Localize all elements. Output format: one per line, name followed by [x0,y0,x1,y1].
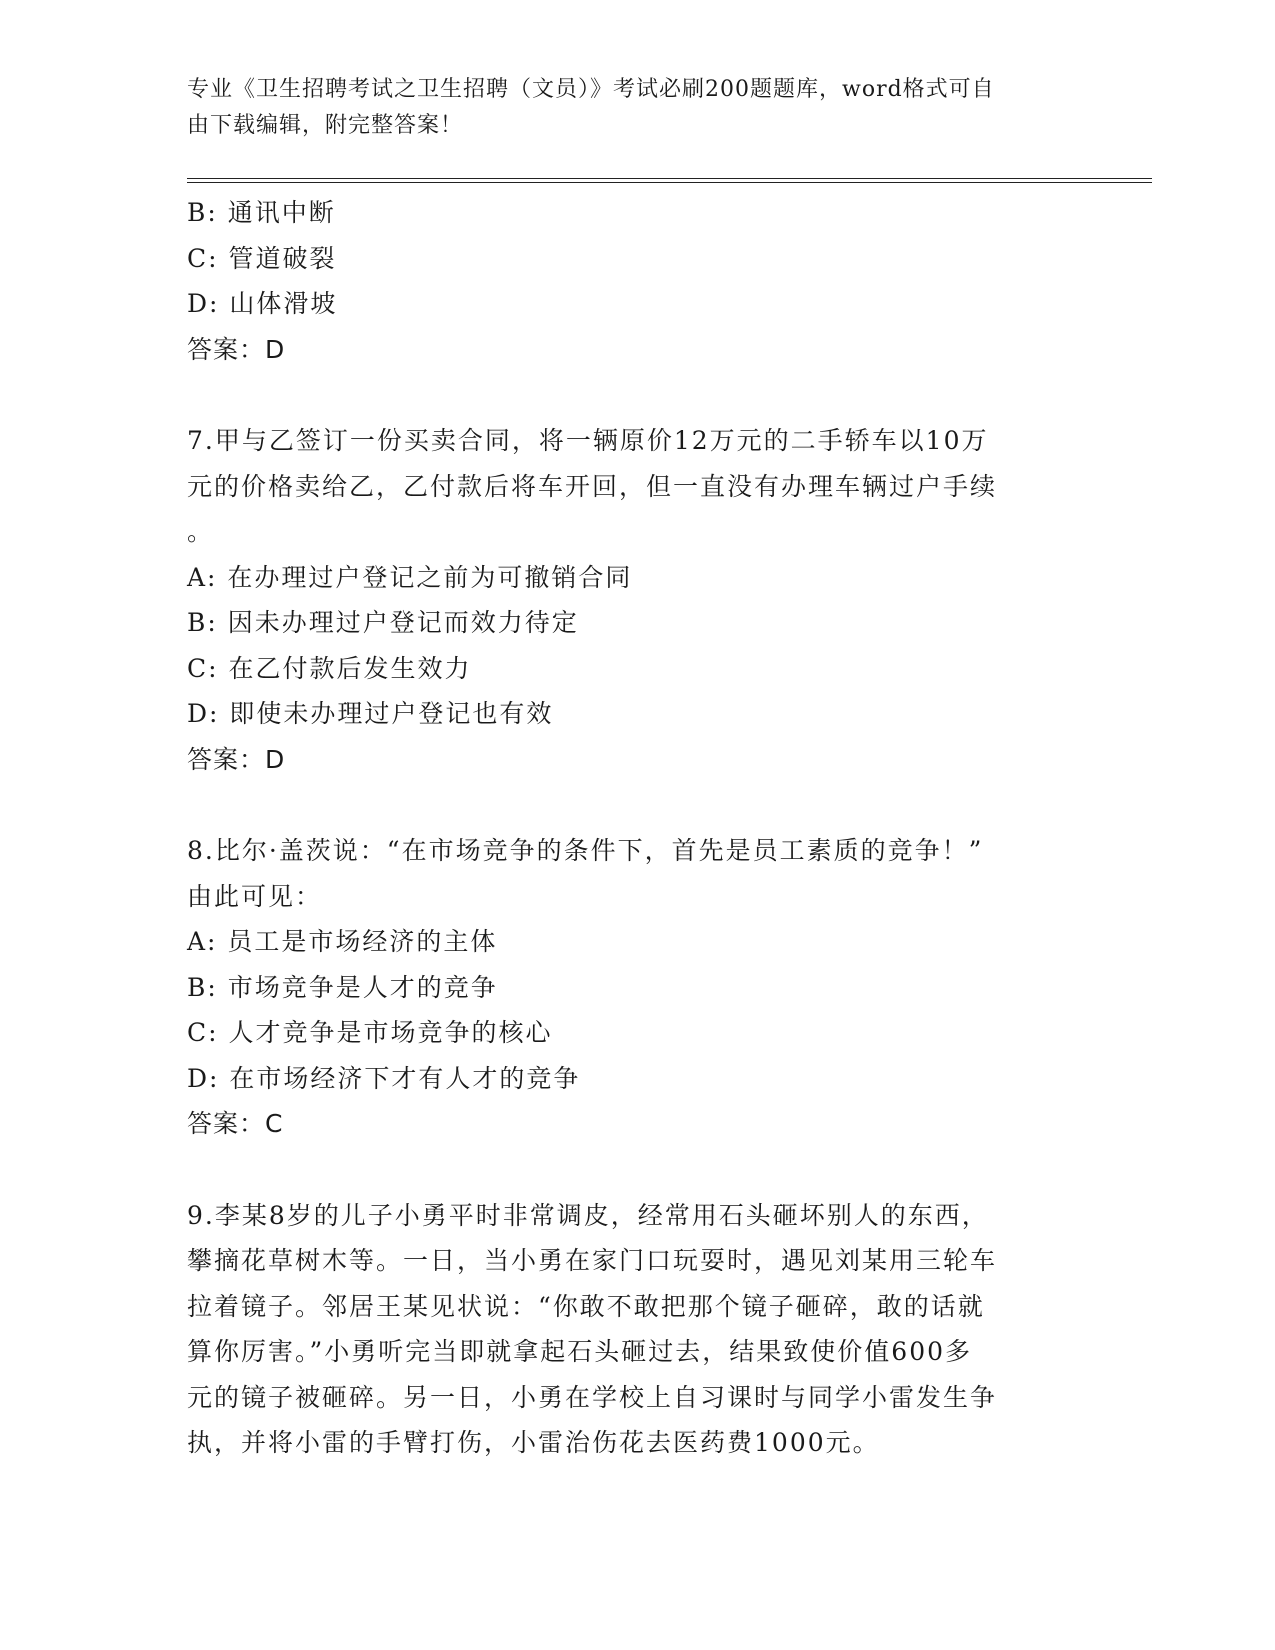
q8-stem-line-2: 由此可见： [187,881,323,911]
q6-answer: 答案：D [187,334,286,364]
q9-stem-line-2: 攀摘花草树木等。一日，当小勇在家门口玩耍时，遇见刘某用三轮车 [187,1246,998,1275]
q8-option-c: C: 人才竞争是市场竞争的核心 [187,1018,553,1047]
header-divider-bottom [187,182,1152,183]
page-header [187,72,1067,144]
question-7 [187,418,1087,782]
question-9 [187,1193,1087,1466]
q7-stem-line-3: 。 [187,517,215,546]
q7-answer: 答案：D [187,744,286,774]
spacer [187,782,1087,828]
q7-stem-line-2: 元的价格卖给乙，乙付款后将车开回，但一直没有办理车辆过户手续 [187,471,998,501]
header-divider-top [187,178,1152,179]
q7-option-c: C: 在乙付款后发生效力 [187,653,472,683]
q8-answer: 答案：C [187,1109,284,1138]
header-line-2: 由下载编辑，附完整答案！ [187,113,464,138]
q8-option-a: A: 员工是市场经济的主体 [187,927,498,956]
q8-stem-line-1: 8.比尔·盖茨说：“在市场竞争的条件下，首先是员工素质的竞争！” [187,836,984,865]
q7-option-b: B: 因未办理过户登记而效力待定 [187,608,579,637]
q9-stem-line-5: 元的镜子被砸碎。另一日，小勇在学校上自习课时与同学小雷发生争 [187,1382,998,1412]
q8-option-b: B: 市场竞争是人才的竞争 [187,972,498,1002]
q8-option-d: D: 在市场经济下才有人才的竞争 [187,1063,581,1093]
header-line-1: 专业《卫生招聘考试之卫生招聘（文员）》考试必刷200题题库，word格式可自 [187,77,995,102]
spacer [187,372,1087,418]
question-8 [187,828,1087,1147]
q9-stem-line-1: 9.李某8岁的儿子小勇平时非常调皮，经常用石头砸坏别人的东西， [187,1200,989,1230]
q6-option-c: C: 管道破裂 [187,243,337,273]
q9-stem-line-6: 执，并将小雷的手臂打伤，小雷治伤花去医药费1000元。 [187,1428,880,1457]
q7-option-a: A: 在办理过户登记之前为可撤销合同 [187,562,633,592]
q6-option-b: B: 通讯中断 [187,198,336,227]
q6-option-d: D: 山体滑坡 [187,289,338,318]
q9-stem-line-4: 算你厉害。”小勇听完当即就拿起石头砸过去，结果致使价值600多 [187,1337,973,1366]
question-list [187,190,1087,1466]
question-6 [187,190,1087,372]
q7-option-d: D: 即使未办理过户登记也有效 [187,699,554,728]
spacer [187,1147,1087,1193]
q7-stem-line-1: 7.甲与乙签订一份买卖合同，将一辆原价12万元的二手轿车以10万 [187,426,989,455]
q9-stem-line-3: 拉着镜子。邻居王某见状说：“你敢不敢把那个镜子砸碎，敢的话就 [187,1291,985,1321]
